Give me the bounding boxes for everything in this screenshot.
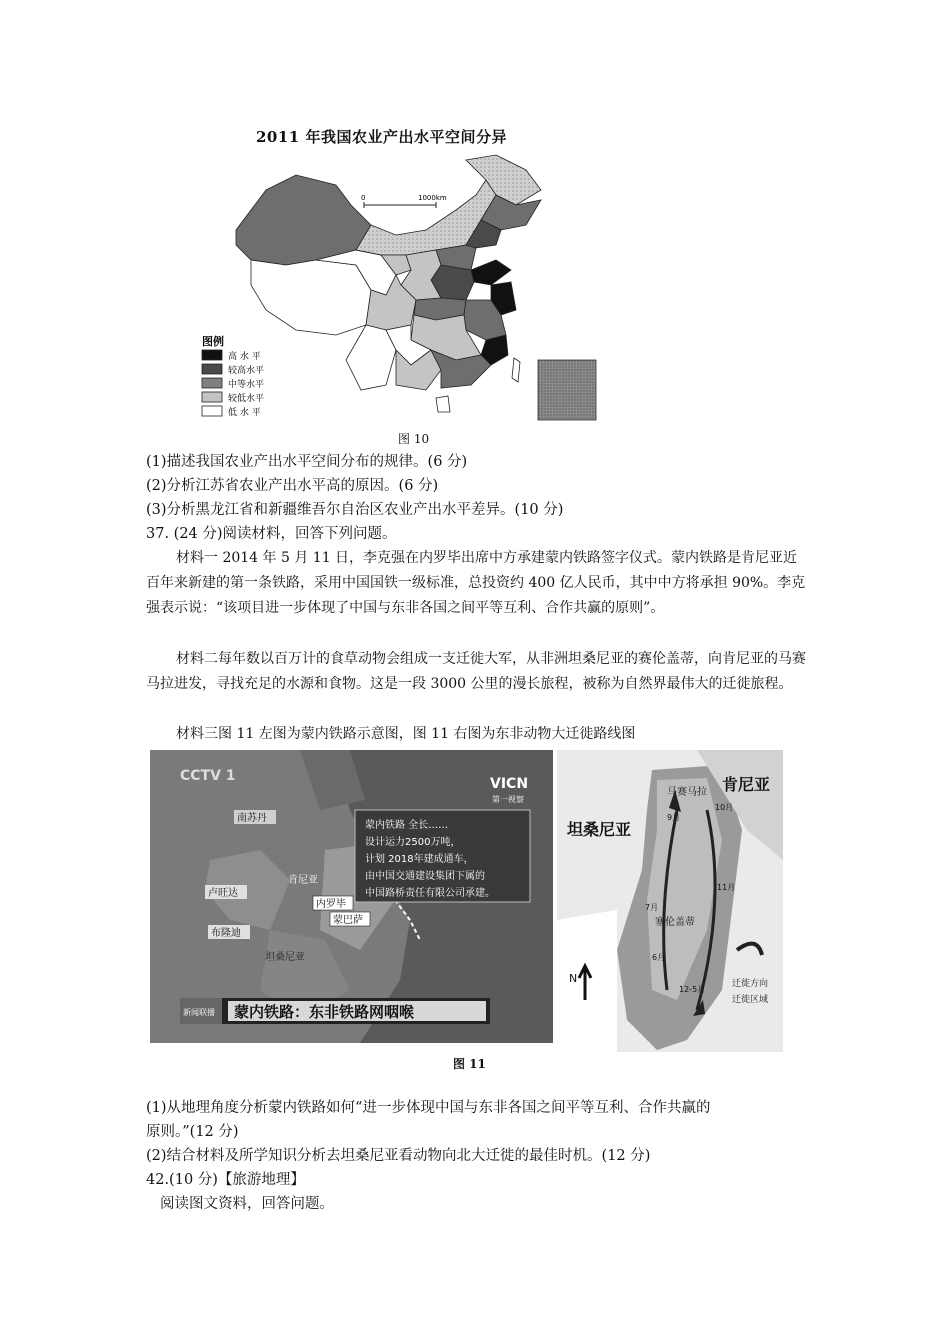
legend	[202, 350, 264, 418]
scale-zero: 0	[361, 194, 366, 202]
channel-logo: 新闻联播	[183, 1008, 215, 1017]
legend-label: 低 水 平	[228, 408, 261, 418]
label-kenya: 肯尼亚	[288, 875, 318, 886]
figure11-caption: 图 11	[453, 1057, 486, 1071]
region-shandong	[471, 260, 511, 285]
infobox-line4: 由中国交通建设集团下属的	[365, 871, 485, 882]
label-nairobi: 内罗毕	[316, 899, 346, 910]
label-mombasa: 蒙巴萨	[333, 915, 363, 926]
label-tanzania-right: 坦桑尼亚	[567, 820, 632, 839]
q36-2: (2)分析江苏省农业产出水平高的原因。(6 分)	[146, 478, 439, 494]
q37-2: (2)结合材料及所学知识分析去坦桑尼亚看动物向北大迁徙的最佳时机。(12 分)	[146, 1148, 651, 1164]
q37-1-line2: 原则。”(12 分)	[146, 1124, 239, 1140]
label-serengeti: 塞伦盖蒂	[655, 917, 695, 928]
q42-heading: 42.(10 分)【旅游地理】	[146, 1172, 305, 1188]
legend-swatch	[202, 406, 222, 416]
month-9: 9月	[667, 813, 681, 822]
legend-swatch	[202, 392, 222, 402]
brand-sub: 第一视察	[492, 795, 524, 804]
q36-3: (3)分析黑龙江省和新疆维吾尔自治区农业产出水平差异。(10 分)	[146, 502, 564, 518]
label-kenya-right: 肯尼亚	[722, 775, 771, 794]
label-tanzania: 坦桑尼亚	[265, 952, 305, 963]
label-rwanda: 卢旺达	[208, 888, 238, 899]
scale-label: 1000km	[418, 194, 447, 202]
region-taiwan	[512, 358, 520, 382]
month-11: 11月	[717, 883, 736, 892]
month-10: 10月	[715, 803, 734, 812]
label-south-sudan: 南苏丹	[237, 813, 267, 824]
figure10-caption: 图 10	[398, 432, 430, 446]
q37-heading: 37. (24 分)阅读材料，回答下列问题。	[146, 526, 397, 542]
news-banner: 蒙内铁路：东非铁路网咽喉	[234, 1003, 415, 1021]
legend-title: 图例	[202, 335, 224, 348]
migration-map	[557, 750, 783, 1052]
north-arrow-label: N	[569, 972, 578, 985]
month-7: 7月	[645, 903, 659, 912]
region-hainan	[436, 396, 450, 412]
label-burundi: 布隆迪	[211, 928, 241, 939]
infobox-line2: 设计运力2500万吨，	[365, 837, 461, 848]
china-agriculture-map	[196, 150, 606, 425]
railway-map-screenshot	[150, 750, 553, 1043]
south-china-sea-inset	[538, 360, 596, 420]
month-12-5: 12-5月	[679, 985, 706, 994]
legend-swatch	[202, 364, 222, 374]
cctv-logo: CCTV 1	[180, 768, 236, 784]
infobox-line3: 计划 2018年建成通车，	[365, 854, 474, 865]
infobox-line5: 中国路桥责任有限公司承建。	[365, 888, 495, 899]
q37-material1: 材料一 2014 年 5 月 11 日，李克强在内罗毕出席中方承建蒙内铁路签字仪式。蒙内铁路是肯尼亚近百年来新建的第一条铁路，采用中国国铁一级标准，总投资约 400 亿人民币，其中中方将承担 90%。李克强表示说：“该项目进一步体现了中国与东非各国之间平等互利、合作共赢的原则”。	[146, 550, 806, 616]
legend-label: 高 水 平	[228, 352, 261, 362]
legend-swatch	[202, 350, 222, 360]
legend-label: 较高水平	[228, 366, 265, 376]
region-tibet	[251, 260, 371, 335]
q36-1: (1)描述我国农业产出水平空间分布的规律。(6 分)	[146, 454, 468, 470]
q37-material3: 材料三图 11 左图为蒙内铁路示意图，图 11 右图为东非动物大迁徙路线图	[176, 726, 636, 742]
brand-logo: VICN	[490, 776, 529, 792]
q37-1-line1: (1)从地理角度分析蒙内铁路如何“进一步体现中国与东非各国之间平等互利、合作共赢的	[146, 1100, 711, 1116]
legend-label: 较低水平	[228, 394, 265, 404]
q37-material2: 材料二每年数以百万计的食草动物会组成一支迁徙大军，从非洲坦桑尼亚的赛伦盖蒂，向肯尼亚的马赛马拉进发，寻找充足的水源和食物。这是一段 3000 公里的漫长旅程，被称为自然界最伟大的迁徙旅程。	[146, 651, 806, 692]
q42-text: 阅读图文资料，回答问题。	[160, 1196, 334, 1212]
legend-swatch	[202, 378, 222, 388]
label-masai-mara: 马赛马拉	[667, 787, 707, 798]
infobox-line1: 蒙内铁路 全长……	[365, 820, 449, 831]
month-6: 6月	[652, 953, 666, 962]
map-title: 2011 年我国农业产出水平空间分异	[256, 128, 507, 146]
legend-area: 迁徙区域	[732, 995, 769, 1005]
legend-label: 中等水平	[228, 380, 265, 390]
legend-direction: 迁徙方向	[732, 979, 769, 989]
